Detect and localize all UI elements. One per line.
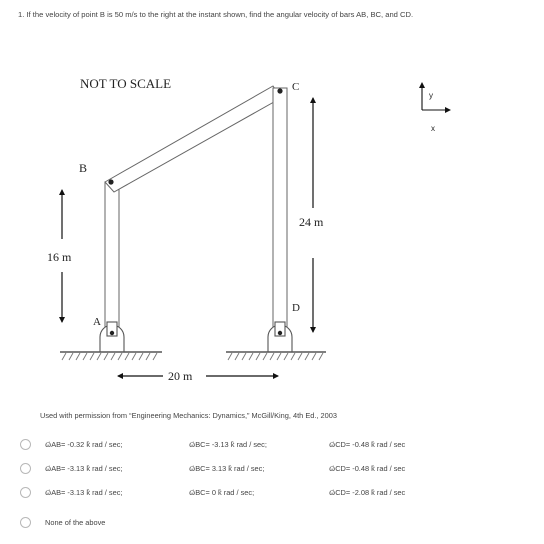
dimension-20m: [118, 369, 278, 383]
option-1-ab: ω⃗AB= -0.32 k̂ rad / sec;: [45, 439, 123, 449]
bar-bc: [105, 86, 281, 192]
dimension-16m: [47, 190, 72, 322]
option-2-ab: ω⃗AB= -3.13 k̂ rad / sec;: [45, 463, 123, 473]
option-3-ab: ω⃗AB= -3.13 k̂ rad / sec;: [45, 487, 123, 497]
bar-cd: [273, 88, 287, 336]
answer-option-2[interactable]: [20, 461, 405, 475]
dimension-24m-label: 24 m: [299, 215, 324, 229]
dimension-24m: [299, 98, 324, 332]
question-text: 1. If the velocity of point B is 50 m/s to the right at the instant shown, find the angular velocity of bars AB, BC, and CD.: [18, 10, 414, 19]
answer-option-3[interactable]: [20, 485, 405, 499]
pin-c: [277, 88, 282, 93]
option-3-cd: ω⃗CD= -2.08 k̂ rad / sec: [329, 487, 406, 497]
option-4-text: None of the above: [45, 517, 106, 527]
axis-x-label: x: [431, 124, 435, 133]
label-point-b: B: [79, 161, 88, 175]
radio-button[interactable]: [20, 487, 31, 498]
support-d: [226, 322, 326, 360]
label-point-c: C: [292, 81, 300, 93]
answer-option-1[interactable]: [20, 437, 405, 451]
support-a: [60, 322, 162, 360]
radio-button[interactable]: [20, 463, 31, 474]
not-to-scale-label: NOT TO SCALE: [80, 76, 172, 91]
answer-option-4[interactable]: [20, 515, 105, 529]
axis-y-label: y: [429, 91, 433, 100]
option-3-bc: ω⃗BC= 0 k̂ rad / sec;: [189, 487, 255, 497]
label-point-d: D: [292, 302, 300, 314]
coordinate-axes: [422, 83, 450, 133]
radio-button[interactable]: [20, 517, 31, 528]
bar-ab: [105, 182, 119, 336]
pin-b: [108, 179, 113, 184]
radio-button[interactable]: [20, 439, 31, 450]
credit-text: Used with permission from “Engineering Mechanics: Dynamics,” McGill/King, 4th Ed., 2003: [40, 411, 337, 420]
label-point-a: A: [93, 316, 101, 328]
option-1-bc: ω⃗BC= -3.13 k̂ rad / sec;: [189, 439, 267, 449]
option-2-bc: ω⃗BC= 3.13 k̂ rad / sec;: [189, 463, 265, 473]
dimension-16m-label: 16 m: [47, 250, 72, 264]
option-1-cd: ω⃗CD= -0.48 k̂ rad / sec: [329, 439, 406, 449]
option-2-cd: ω⃗CD= -0.48 k̂ rad / sec: [329, 463, 406, 473]
dimension-20m-label: 20 m: [168, 369, 193, 383]
